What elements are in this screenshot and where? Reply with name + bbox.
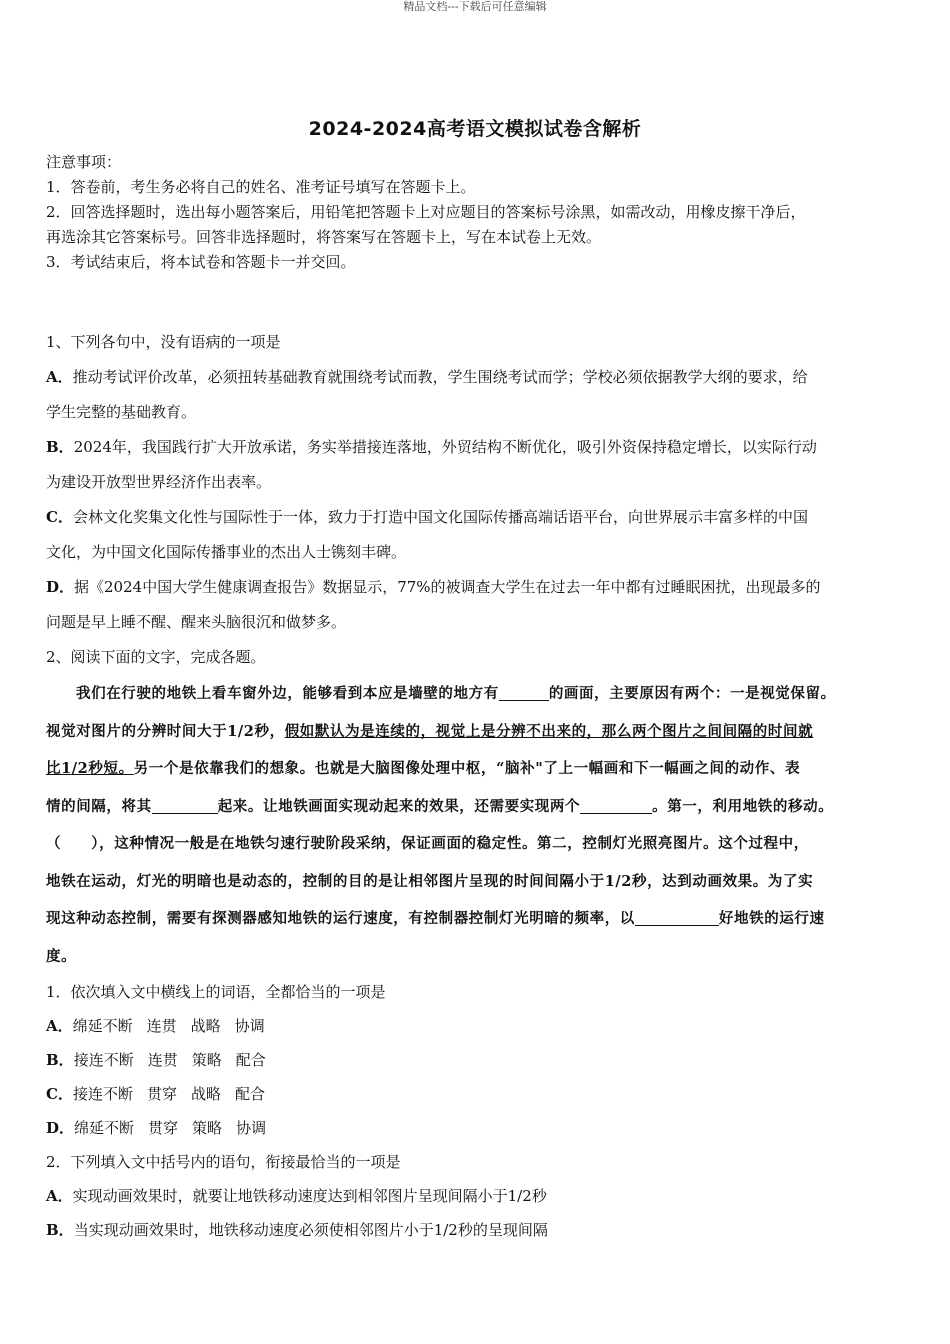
option-label: C． bbox=[46, 1085, 73, 1103]
passage-text: 我们在行驶的地铁上看车窗外边，能够看到本应是墙壁的地方有 bbox=[76, 685, 499, 702]
option-word: 绵延不断 bbox=[74, 1119, 135, 1137]
option-label: A． bbox=[46, 368, 73, 386]
option-text-cont: 为建设开放型世界经济作出表率。 bbox=[46, 473, 272, 491]
passage-text: 视觉对图片的分辨时间大于1/2秒， bbox=[46, 722, 285, 740]
passage-text: 好地铁的运行速 bbox=[718, 910, 825, 927]
fill-blank-3 bbox=[580, 798, 652, 814]
underlined-sentence: 比1/2秒短。 bbox=[46, 760, 134, 777]
passage-text: 的画面，主要原因有两个：一是视觉保留。 bbox=[548, 685, 836, 702]
passage-text: 度。 bbox=[46, 947, 77, 965]
option-word: 接连不断 bbox=[73, 1051, 134, 1069]
option-label: C． bbox=[46, 508, 73, 526]
sub-question-1-stem: 1．依次填入文中横线上的词语，全都恰当的一项是 bbox=[46, 983, 386, 1001]
passage-text: 现这种动态控制，需要有探测器感知地铁的运行速度，有控制器控制灯光明暗的频率，以 bbox=[46, 910, 635, 927]
notice-heading: 注意事项： bbox=[46, 153, 122, 171]
sub-question-1-option-b bbox=[46, 1043, 908, 1077]
option-text: 推动考试评价改革，必须扭转基础教育就围绕考试而教，学生围绕考试而学；学校必须依据教学大纲的要求，给 bbox=[72, 368, 808, 386]
option-text-cont: 问题是早上睡不醒、醒来头脑很沉和做梦多。 bbox=[46, 613, 347, 631]
question-1-option-d bbox=[46, 570, 908, 640]
option-label: B． bbox=[46, 1051, 74, 1069]
option-word: 策略 bbox=[191, 1051, 222, 1069]
question-1-option-c bbox=[46, 500, 908, 570]
fill-blank-4 bbox=[635, 911, 719, 927]
option-word: 贯穿 bbox=[146, 1085, 177, 1103]
passage-text: 情的间隔，将其 bbox=[46, 797, 152, 815]
notice-line: 3．考试结束后，将本试卷和答题卡一并交回。 bbox=[46, 253, 356, 271]
passage-text: 起来。让地铁画面实现动起来的效果，还需要实现两个 bbox=[217, 797, 581, 815]
option-label: B． bbox=[46, 438, 74, 456]
option-word: 策略 bbox=[192, 1119, 223, 1137]
notice-section bbox=[46, 150, 908, 275]
sub-question-1-option-a bbox=[46, 1009, 908, 1043]
option-text: 会林文化奖集文化性与国际性于一体，致力于打造中国文化国际传播高端话语平台，向世界展示丰富多样的中国 bbox=[72, 508, 808, 526]
option-label: A． bbox=[46, 1187, 73, 1205]
option-text-cont: 学生完整的基础教育。 bbox=[46, 403, 197, 421]
option-label: D． bbox=[46, 578, 75, 596]
sub-question-2-option-b bbox=[46, 1213, 908, 1247]
notice-line: 再选涂其它答案标号。回答非选择题时，将答案写在答题卡上，写在本试卷上无效。 bbox=[46, 228, 602, 246]
question-2-stem: 2、阅读下面的文字，完成各题。 bbox=[46, 648, 266, 666]
fill-blank-1 bbox=[499, 686, 549, 702]
fill-blank-2 bbox=[152, 798, 218, 814]
option-text: 2024年，我国践行扩大开放承诺，务实举措接连落地，外贸结构不断优化，吸引外资保持稳定增长，以实际行动 bbox=[73, 438, 817, 456]
sub-question-2 bbox=[46, 1145, 908, 1247]
option-text: 据《2024中国大学生健康调查报告》数据显示，77%的被调查大学生在过去一年中都有过睡眠困扰，出现最多的 bbox=[74, 578, 821, 596]
notice-line: 1．答卷前，考生务必将自己的姓名、准考证号填写在答题卡上。 bbox=[46, 178, 476, 196]
option-word: 连贯 bbox=[147, 1051, 178, 1069]
notice-line: 2．回答选择题时，选出每小题答案后，用铅笔把答题卡上对应题目的答案标号涂黑，如需改动，用橡皮擦干净后， bbox=[46, 203, 806, 221]
passage-text: 另一个是依靠我们的想象。也就是大脑图像处理中枢，“脑补"了上一幅画和下一幅画之间的动作、表 bbox=[133, 760, 801, 777]
passage-text: （ ），这种情况一般是在地铁匀速行驶阶段采纳，保证画面的稳定性。第二，控制灯光照亮图片。这个过程中， bbox=[46, 835, 809, 852]
option-word: 配合 bbox=[235, 1051, 266, 1069]
sub-question-1 bbox=[46, 975, 908, 1145]
sub-question-1-option-c bbox=[46, 1077, 908, 1111]
option-word: 接连不断 bbox=[72, 1085, 133, 1103]
reading-passage bbox=[46, 675, 908, 975]
passage-text: 。第一，利用地铁的移动。 bbox=[652, 797, 834, 815]
sub-question-1-option-d bbox=[46, 1111, 908, 1145]
option-text: 实现动画效果时，就要让地铁移动速度达到相邻图片呈现间隔小于1/2秒 bbox=[72, 1187, 547, 1205]
passage-text: 地铁在运动，灯光的明暗也是动态的，控制的目的是让相邻图片呈现的时间间隔小于1/2秒，达到动画效果。为了实 bbox=[46, 872, 814, 890]
option-word: 战略 bbox=[190, 1017, 221, 1035]
option-word: 战略 bbox=[190, 1085, 221, 1103]
question-1-option-b bbox=[46, 430, 908, 500]
option-word: 连贯 bbox=[146, 1017, 177, 1035]
option-word: 协调 bbox=[236, 1119, 267, 1137]
option-word: 协调 bbox=[234, 1017, 265, 1035]
option-text: 当实现动画效果时，地铁移动速度必须使相邻图片小于1/2秒的呈现间隔 bbox=[73, 1221, 548, 1239]
option-label: B． bbox=[46, 1221, 74, 1239]
document-body bbox=[46, 150, 908, 1247]
sub-question-2-stem: 2．下列填入文中括号内的语句，衔接最恰当的一项是 bbox=[46, 1153, 401, 1171]
page-title: 2024-2024高考语文模拟试卷含解析 bbox=[308, 118, 642, 140]
question-2 bbox=[46, 640, 908, 1247]
option-word: 绵延不断 bbox=[72, 1017, 133, 1035]
option-word: 贯穿 bbox=[148, 1119, 179, 1137]
sub-question-2-option-a bbox=[46, 1179, 908, 1213]
page-header-note: 精品文档---下载后可任意编辑 bbox=[403, 0, 547, 13]
option-text-cont: 文化，为中国文化国际传播事业的杰出人士镌刻丰碑。 bbox=[46, 543, 407, 561]
underlined-sentence: 假如默认为是连续的，视觉上是分辨不出来的，那么两个图片之间间隔的时间就 bbox=[284, 722, 814, 740]
question-1 bbox=[46, 325, 908, 640]
option-label: A． bbox=[46, 1017, 73, 1035]
question-1-stem: 1、下列各句中，没有语病的一项是 bbox=[46, 333, 281, 351]
question-1-option-a bbox=[46, 360, 908, 430]
option-label: D． bbox=[46, 1119, 75, 1137]
option-word: 配合 bbox=[235, 1085, 266, 1103]
